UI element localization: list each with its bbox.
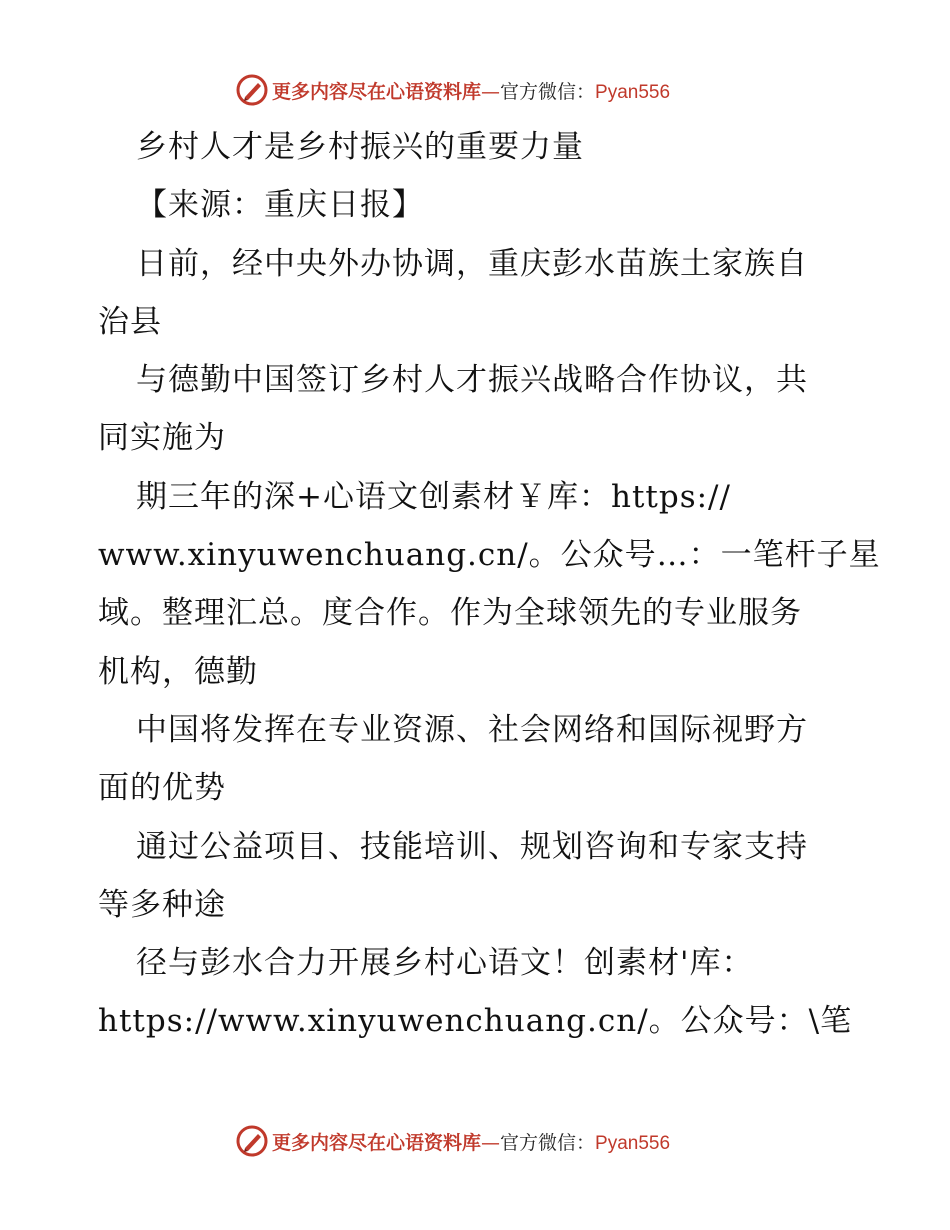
banner-text (272, 1128, 670, 1155)
banner-text (272, 77, 670, 104)
banner-site-text: 更多内容尽在心语资料库 (272, 80, 482, 103)
banner-dash: — (481, 1131, 501, 1154)
paragraph-line: 通过公益项目、技能培训、规划咨询和专家支持 (136, 828, 808, 865)
paragraph-line: 与德勤中国签订乡村人才振兴战略合作协议，共 (136, 362, 808, 399)
banner-wechat-id: Pyan556 (595, 1132, 671, 1154)
paragraph-line: 域。整理汇总。度合作。作为全球领先的专业服务 (98, 595, 802, 632)
banner-wechat-label: 官方微信： (500, 80, 596, 103)
paragraph-line: 日前，经中央外办协调，重庆彭水苗族土家族自 (136, 245, 808, 282)
banner-wechat-label: 官方微信： (500, 1131, 596, 1154)
banner-wechat-id: Pyan556 (595, 81, 671, 103)
paragraph-line: 中国将发挥在专业资源、社会网络和国际视野方 (136, 711, 808, 748)
paragraph-line: 等多种途 (98, 886, 226, 923)
article-title: 乡村人才是乡村振兴的重要力量 (136, 129, 584, 165)
banner-dash: — (481, 80, 501, 103)
paragraph-line: 机构，德勤 (98, 653, 258, 690)
paragraph-line: 期三年的深+心语文创素材￥库：https:// (136, 478, 731, 515)
footer-banner (236, 1124, 716, 1158)
header-banner (236, 73, 716, 107)
paragraph-line: 面的优势 (98, 770, 226, 807)
paragraph-line: 同实施为 (98, 420, 226, 457)
paragraph-line: 治县 (98, 303, 162, 340)
paragraph-line: www.xinyuwenchuang.cn/。公众号…：一笔杆子星 (98, 537, 881, 574)
pen-logo-icon (236, 74, 268, 106)
article-body (98, 118, 881, 1051)
article-source: 【来源：重庆日报】 (136, 187, 424, 224)
banner-site-text: 更多内容尽在心语资料库 (272, 1131, 482, 1154)
pen-logo-icon (236, 1125, 268, 1157)
paragraph-line: https://www.xinyuwenchuang.cn/。公众号：\笔 (98, 1003, 853, 1040)
paragraph-line: 径与彭水合力开展乡村心语文！创素材'库： (136, 945, 754, 982)
